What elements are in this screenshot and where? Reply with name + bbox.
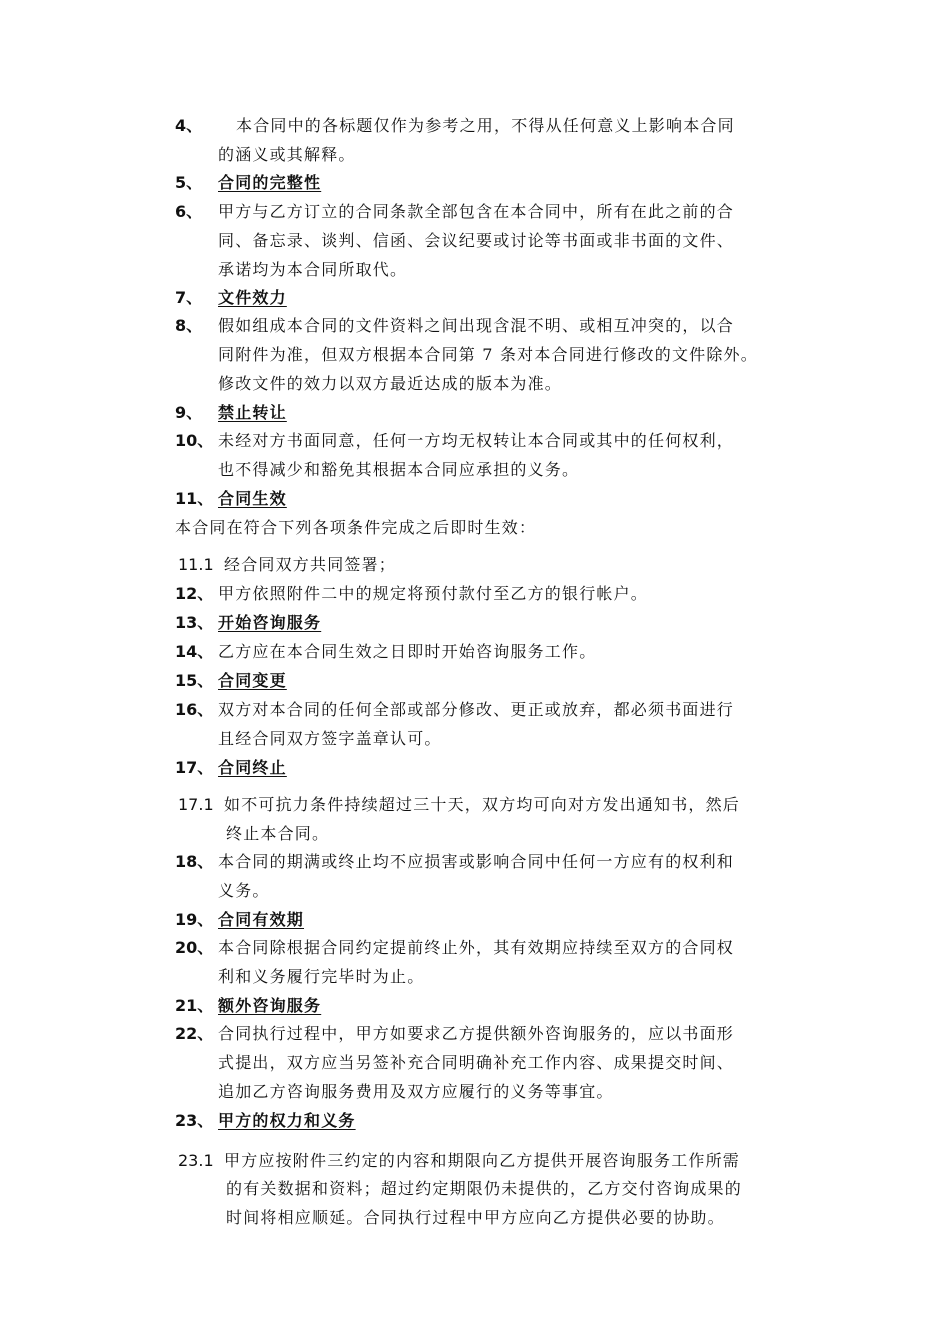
clause-text-line: 双方对本合同的任何全部或部分修改、更正或放弃，都必须书面进行 (218, 700, 735, 719)
clause-number: 14、 (175, 642, 214, 661)
clause-text-line: 未经对方书面同意，任何一方均无权转让本合同或其中的任何权利， (218, 431, 735, 450)
clause-number: 18、 (175, 852, 214, 871)
clause-text-line: 利和义务履行完毕时为止。 (218, 967, 425, 986)
clause-text-line: 时间将相应顺延。合同执行过程中甲方应向乙方提供必要的协助。 (226, 1208, 725, 1227)
clause-heading: 开始咨询服务 (218, 613, 322, 632)
clause-heading: 额外咨询服务 (218, 996, 322, 1015)
clause-heading: 合同变更 (218, 671, 287, 690)
clause-number: 23、 (175, 1111, 214, 1130)
clause-number: 5、 (175, 173, 203, 192)
clause-text-line: 甲方与乙方订立的合同条款全部包含在本合同中，所有在此之前的合 (218, 202, 735, 221)
clause-text-line: 乙方应在本合同生效之日即时开始咨询服务工作。 (218, 642, 597, 661)
clause-text-line: 本合同的期满或终止均不应损害或影响合同中任何一方应有的权利和 (218, 852, 735, 871)
clause-number: 13、 (175, 613, 214, 632)
clause-number: 9、 (175, 403, 203, 422)
clause-number: 19、 (175, 910, 214, 929)
clause-text-line: 的涵义或其解释。 (218, 145, 356, 164)
clause-text-line: 式提出，双方应当另签补充合同明确补充工作内容、成果提交时间、 (218, 1053, 735, 1072)
clause-heading: 甲方的权力和义务 (218, 1111, 356, 1130)
clause-text-line: 承诺均为本合同所取代。 (218, 260, 408, 279)
clause-number: 8、 (175, 316, 203, 335)
clause-number: 6、 (175, 202, 203, 221)
subclause-number: 23.1 (178, 1151, 214, 1170)
clause-number: 20、 (175, 938, 214, 957)
clause-number: 11、 (175, 489, 214, 508)
clause-text-line: 义务。 (218, 881, 270, 900)
clause-heading: 禁止转让 (218, 403, 287, 422)
clause-number: 15、 (175, 671, 214, 690)
clause-number: 17、 (175, 758, 214, 777)
clause-text-line: 假如组成本合同的文件资料之间出现含混不明、或相互冲突的，以合 (218, 316, 735, 335)
clause-text-line: 经合同双方共同签署； (224, 555, 397, 574)
clause-number: 12、 (175, 584, 214, 603)
clause-heading: 文件效力 (218, 288, 287, 307)
clause-text-line: 如不可抗力条件持续超过三十天，双方均可向对方发出通知书，然后 (224, 795, 741, 814)
clause-heading: 合同有效期 (218, 910, 305, 929)
clause-number: 4、 (175, 116, 203, 135)
clause-text-line: 也不得减少和豁免其根据本合同应承担的义务。 (218, 460, 580, 479)
clause-text-line: 甲方依照附件二中的规定将预付款付至乙方的银行帐户。 (218, 584, 649, 603)
clause-number: 16、 (175, 700, 214, 719)
clause-text-line: 本合同除根据合同约定提前终止外，其有效期应持续至双方的合同权 (218, 938, 735, 957)
clause-text-line: 甲方应按附件三约定的内容和期限向乙方提供开展咨询服务工作所需 (224, 1151, 741, 1170)
clause-number: 21、 (175, 996, 214, 1015)
clause-text-line: 合同执行过程中，甲方如要求乙方提供额外咨询服务的，应以书面形 (218, 1024, 735, 1043)
clause-text-line: 本合同中的各标题仅作为参考之用，不得从任何意义上影响本合同 (236, 116, 735, 135)
clause-text-line: 追加乙方咨询服务费用及双方应履行的义务等事宜。 (218, 1082, 614, 1101)
clause-heading: 合同的完整性 (218, 173, 322, 192)
clause-number: 10、 (175, 431, 214, 450)
clause-text-line: 同、备忘录、谈判、信函、会议纪要或讨论等书面或非书面的文件、 (218, 231, 735, 250)
clause-text-line: 的有关数据和资料；超过约定期限仍未提供的，乙方交付咨询成果的 (226, 1179, 743, 1198)
subclause-number: 17.1 (178, 795, 214, 814)
clause-text-line: 修改文件的效力以双方最近达成的版本为准。 (218, 374, 563, 393)
clause-text-line: 终止本合同。 (226, 824, 330, 843)
clause-number: 22、 (175, 1024, 214, 1043)
clause-heading: 合同生效 (218, 489, 287, 508)
clause-text-line: 同附件为准，但双方根据本合同第 7 条对本合同进行修改的文件除外。 (218, 345, 758, 364)
clause-text-line: 且经合同双方签字盖章认可。 (218, 729, 442, 748)
paragraph-text: 本合同在符合下列各项条件完成之后即时生效： (175, 518, 537, 537)
clause-number: 7、 (175, 288, 203, 307)
subclause-number: 11.1 (178, 555, 214, 574)
clause-heading: 合同终止 (218, 758, 287, 777)
